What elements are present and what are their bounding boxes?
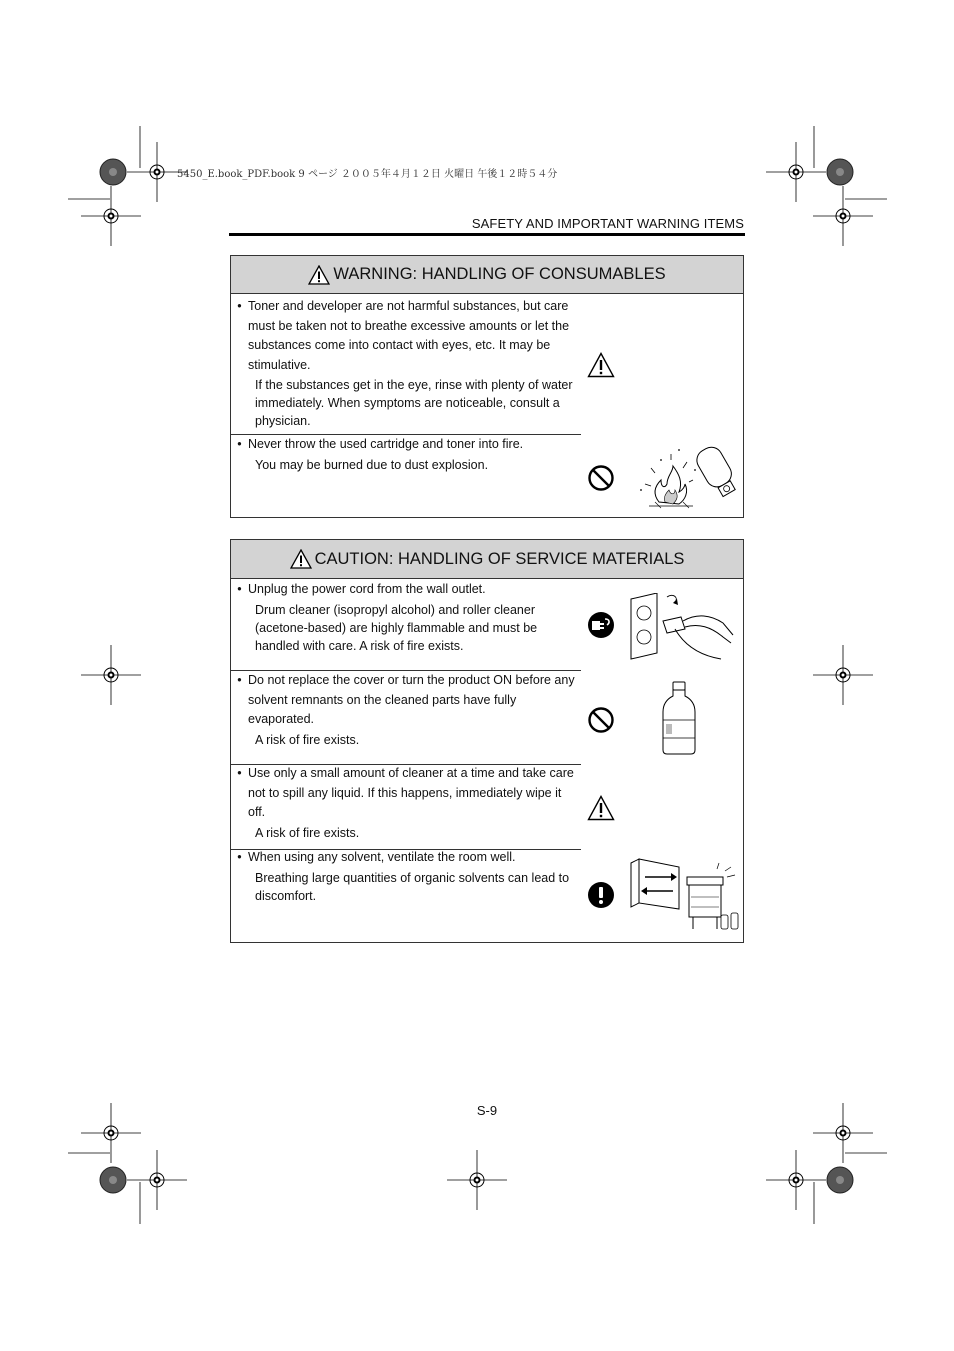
warning-item-2: • Never throw the used cartridge and toner into fire. You may be burned due to dust explosion. xyxy=(231,434,743,517)
caution-item-3-text: Use only a small amount of cleaner at a time and take care not to spill any liquid. If this happens, immediately wipe it off. xyxy=(248,766,574,819)
warning-item-2-note: You may be burned due to dust explosion. xyxy=(255,457,489,472)
page-number: S-9 xyxy=(476,1103,498,1118)
solvent-bottle-illustration xyxy=(661,680,697,756)
warning-item-1-text: Toner and developer are not harmful substances, but care must be taken not to breathe excessive amounts or let the substances come into contact with eyes, etc. It may be stimulative. xyxy=(248,299,570,372)
caution-panel xyxy=(230,539,744,943)
caution-item-4-note: Breathing large quantities of organic solvents can lead to discomfort. xyxy=(255,870,570,903)
mandatory-action-icon xyxy=(587,881,615,909)
caution-item-3-note: A risk of fire exists. xyxy=(255,825,360,840)
warning-triangle-icon xyxy=(308,265,330,285)
caution-item-4-text: When using any solvent, ventilate the room well. xyxy=(248,850,516,864)
caution-item-1-note: Drum cleaner (isopropyl alcohol) and roller cleaner (acetone-based) are highly flammable and must be handled with care. A risk of fire exists. xyxy=(255,602,538,653)
warning-panel-header xyxy=(231,256,743,294)
caution-item-1-text: Unplug the power cord from the wall outlet. xyxy=(248,582,486,596)
warning-item-2-text: Never throw the used cartridge and toner into fire. xyxy=(248,437,524,451)
warning-panel-title: WARNING: HANDLING OF CONSUMABLES xyxy=(333,265,666,283)
caution-item-3: • Use only a small amount of cleaner at a time and take care not to spill any liquid. If this happens, immediately wipe it off. A risk of fire exists. xyxy=(231,763,743,847)
warning-item-1: • Toner and developer are not harmful substances, but care must be taken not to breathe excessive amounts or let the substances come into contact with eyes, etc. It may be stimulative. If the substances get in the eye, rinse with plenty of water immediately. When symptoms are noticeable, consult a physician. xyxy=(231,294,743,434)
warning-panel xyxy=(230,255,744,518)
prohibition-icon xyxy=(587,464,615,492)
caution-item-2-text: Do not replace the cover or turn the product ON before any solvent remnants on the cleaned parts have fully evaporated. xyxy=(248,673,575,726)
caution-item-1: • Unplug the power cord from the wall outlet. Drum cleaner (isopropyl alcohol) and roller cleaner (acetone-based) are highly flammable and must be handled with care. A risk of fire exists. xyxy=(231,579,743,670)
caution-item-4: • When using any solvent, ventilate the room well. Breathing large quantities of organic solvents can lead to discomfort. xyxy=(231,847,743,941)
caution-item-2-note: A risk of fire exists. xyxy=(255,732,360,747)
warning-triangle-icon xyxy=(587,795,615,821)
warning-triangle-icon xyxy=(290,549,312,569)
title-rule xyxy=(229,233,745,236)
caution-item-2: • Do not replace the cover or turn the product ON before any solvent remnants on the cleaned parts have fully evaporated. A risk of fire exists. xyxy=(231,670,743,763)
unplug-outlet-illustration xyxy=(627,593,737,663)
ventilation-illustration xyxy=(627,857,743,937)
section-title: SAFETY AND IMPORTANT WARNING ITEMS xyxy=(471,216,744,231)
toner-fire-illustration xyxy=(631,440,743,510)
warning-item-1-note: If the substances get in the eye, rinse with plenty of water immediately. When symptoms are noticeable, consult a physician. xyxy=(255,378,573,428)
caution-panel-title: CAUTION: HANDLING OF SERVICE MATERIALS xyxy=(314,549,685,568)
caution-panel-header xyxy=(231,540,743,579)
unplug-icon xyxy=(587,611,615,639)
warning-triangle-icon xyxy=(587,352,615,378)
prohibition-icon xyxy=(587,706,615,734)
print-header: 5450_E.book_PDF.book 9 ページ ２００５年４月１２日 火曜日 午後１２時５４分 xyxy=(177,169,558,180)
